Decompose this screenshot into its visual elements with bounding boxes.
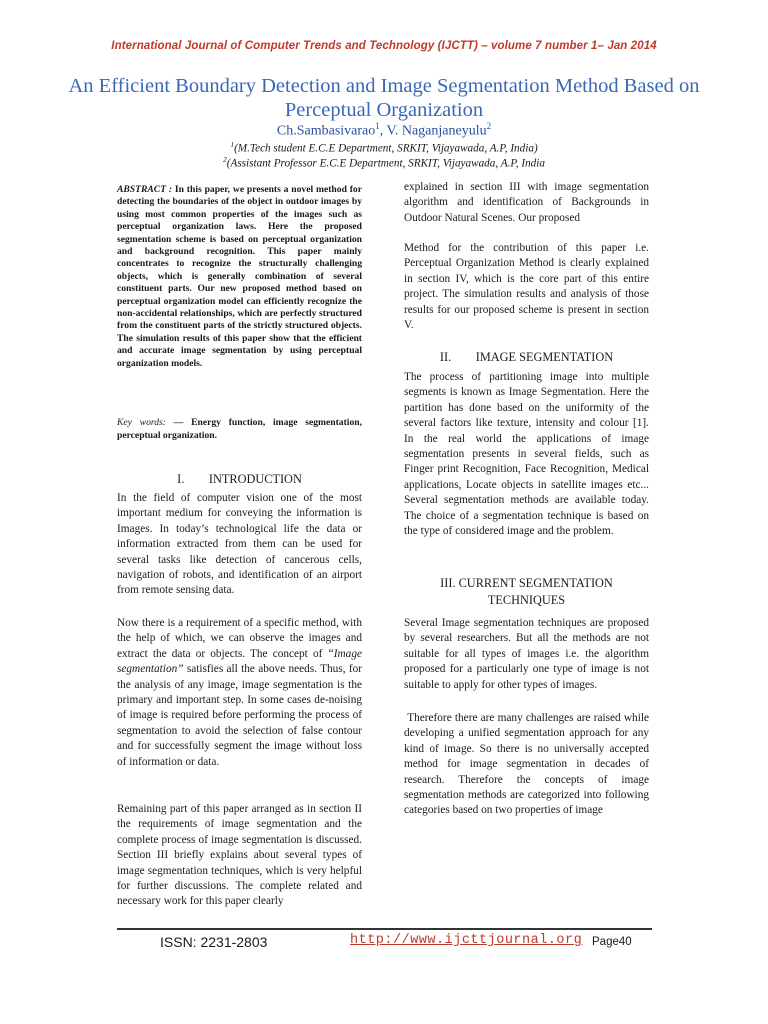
footer-journal-link[interactable]: http://www.ijcttjournal.org xyxy=(350,933,583,948)
section-heading-introduction: I. INTRODUCTION xyxy=(177,472,302,486)
intro-paragraph-2-emphasis: “Image segmentation” xyxy=(117,647,362,676)
affiliation-1-text: (M.Tech student E.C.E Department, SRKIT, Vijayawada, A.P, India) xyxy=(234,142,538,155)
author-2: V. Naganjaneyulu xyxy=(386,123,487,139)
intro-paragraph-2-b: satisfies all the above needs. Thus, for the analysis of any image, image segmentation is the primary and important step. In some cases de-noising of image is required before performing the process of segmentation to avoid the selection of false contour and for successfully segment the image without loss of information or data. xyxy=(117,663,362,768)
affiliation-2-sup: 2 xyxy=(223,155,227,164)
section-heading-image-segmentation: II. IMAGE SEGMENTATION xyxy=(439,350,614,364)
abstract xyxy=(117,184,362,370)
paper-title: An Efficient Boundary Detection and Image Segmentation Method Based on Perceptual Organization xyxy=(68,75,700,121)
segmentation-paragraph: The process of partitioning image into multiple segments is known as Image Segmentation. Here the partition has done based on the uniformity of the several factors like texture, intensity and colour [1]. In the real world the applications of image segmentation presents in several fields, such as Finger print Recognition, Face Recognition, Medical applications, Locate objects in satellite images etc... Several segmentation methods are available today. The choice of a segmentation technique is based on the type of considered image and the problem. xyxy=(404,371,649,538)
right-paragraph-2: Method for the contribution of this paper i.e. Perceptual Organization Method is clearly explained in section IV, which is the core part of this entire project. The simulation results and analysis of those results for our proposed scheme is present in section V. xyxy=(404,242,649,332)
section-heading-current-techniques-line-1: III. CURRENT SEGMENTATION xyxy=(440,576,613,590)
footer-page-number: Page40 xyxy=(592,936,632,948)
affiliation-2-text: (Assistant Professor E.C.E Department, SRKIT, Vijayawada, A.P, India xyxy=(226,157,545,170)
journal-header: International Journal of Computer Trends and Technology (IJCTT) – volume 7 number 1– Jan 2014 xyxy=(111,40,657,52)
affiliation-2 xyxy=(0,155,768,170)
intro-paragraph-1: In the field of computer vision one of the most important medium for conveying the information is Images. In today’s technological life the data or information extracted from them can be used for several tasks like detection of cancerous cells, navigation of robots, and identification of an airport from remote sensing data. xyxy=(117,492,362,597)
footer-rule xyxy=(117,928,652,930)
author-separator: , xyxy=(379,123,387,139)
footer-issn: ISSN: 2231-2803 xyxy=(160,934,268,950)
section-heading-current-techniques-line-2: TECHNIQUES xyxy=(487,593,566,607)
current-techniques-paragraph-1: Several Image segmentation techniques are proposed by several researchers. But all the methods are not suitable for all types of images i.e. the algorithm proposed for a particularly one type of image is not suitable to apply for other types of images. xyxy=(404,617,649,691)
affiliation-1 xyxy=(0,140,768,155)
author-1-sup: 1 xyxy=(375,121,380,131)
keywords xyxy=(117,416,362,443)
affiliation-1-sup: 1 xyxy=(230,140,235,149)
intro-paragraph-2 xyxy=(117,616,362,770)
right-paragraph-1: explained in section III with image segmentation algorithm and identification of Backgrounds in Outdoor Natural Scenes. Our proposed xyxy=(404,181,649,224)
intro-paragraph-3: Remaining part of this paper arranged as in section II the requirements of image segmentation and the complete process of image segmentation is discussed. Section III briefly explains about several types of image segmentation techniques, which is very helpful for further discussions. The complete related and necessary work for this paper clearly xyxy=(117,803,362,908)
abstract-text: In this paper, we presents a novel method for detecting the boundaries of the object in outdoor images by using most common properties of the images such as perceptual organization laws. Here the proposed segmentation scheme is based on perceptual organization and background recognition. This paper mainly concentrates to recognize the structurally challenging objects, which is generally combination of several constituent parts. Our new proposed method based on perceptual organization model can efficiently recognize the non-accidental relationships, which are perfectly structured from the constituent parts of the strictly structured objects. The simulation results of this paper show that the efficient and accurate image segmentation by using perceptual organization models. xyxy=(117,184,362,369)
current-techniques-paragraph-2: Therefore there are many challenges are raised while developing a unified segmentation approach for any kind of image. So there is no universally accepted method for image segmentation in decades of research. Therefore the concepts of image segmentation methods are categorized into following categories based on two properties of image xyxy=(404,712,652,817)
abstract-label: ABSTRACT : xyxy=(117,184,173,195)
authors-line xyxy=(0,121,768,140)
intro-paragraph-2-a: Now there is a requirement of a specific method, with the help of which, we can observe the images and extract the data or objects. The concept of xyxy=(117,617,362,660)
keywords-label: Key words: xyxy=(117,417,166,428)
author-2-sup: 2 xyxy=(486,121,492,131)
keywords-text: — Energy function, image segmentation, perceptual organization. xyxy=(117,417,362,442)
author-1: Ch.Sambasivarao xyxy=(276,123,376,139)
